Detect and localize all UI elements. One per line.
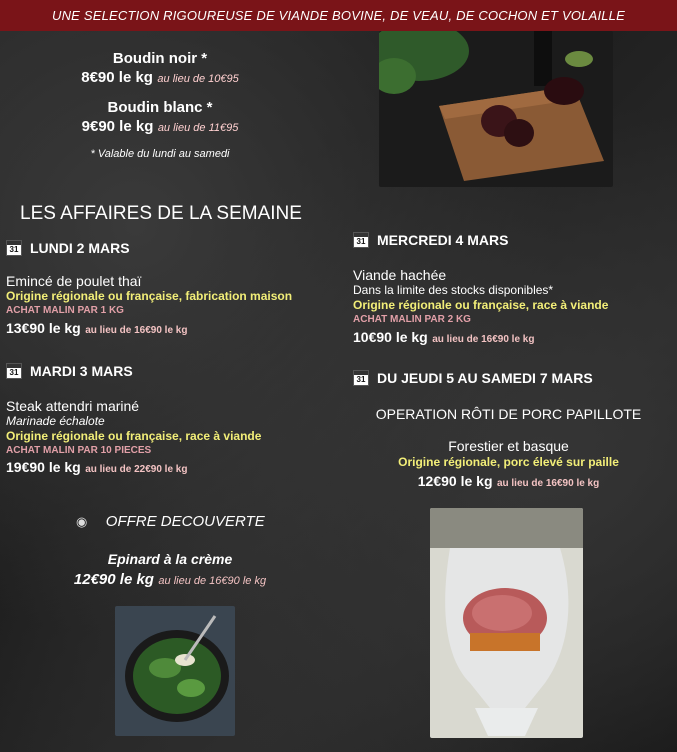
mardi-title: MARDI 3 MARS bbox=[30, 363, 133, 379]
section-title: LES AFFAIRES DE LA SEMAINE bbox=[20, 203, 302, 224]
boudin-noir-instead: au lieu de 10€95 bbox=[157, 73, 239, 85]
mardi-achat: ACHAT MALIN PAR 10 PIECES bbox=[6, 445, 152, 456]
lundi-achat: ACHAT MALIN PAR 1 KG bbox=[6, 305, 124, 316]
mercredi-origin: Origine régionale ou française, race à viande bbox=[353, 298, 609, 312]
banner-text: UNE SELECTION RIGOUREUSE DE VIANDE BOVINE, DE VEAU, DE COCHON ET VOLAILLE bbox=[51, 8, 625, 23]
mercredi-title: MERCREDI 4 MARS bbox=[377, 232, 509, 248]
offre-header bbox=[76, 513, 316, 531]
boudin-blanc-instead: au lieu de 11€95 bbox=[157, 122, 239, 134]
lundi-header bbox=[6, 240, 346, 256]
mercredi-achat: ACHAT MALIN PAR 2 KG bbox=[353, 314, 471, 325]
jeudi-product: Forestier et basque bbox=[448, 438, 569, 454]
mardi-price-line bbox=[6, 459, 346, 477]
mardi-price: 19€90 le kg bbox=[6, 459, 81, 475]
mercredi-header bbox=[353, 232, 673, 248]
lightbulb-icon: ◉ bbox=[76, 514, 88, 529]
mardi-product: Steak attendri mariné bbox=[6, 398, 140, 414]
jeudi-origin: Origine régionale, porc élevé sur paille bbox=[398, 455, 619, 469]
top-banner bbox=[0, 0, 677, 31]
mardi-header bbox=[6, 363, 346, 379]
offre-product: Epinard à la crème bbox=[107, 551, 233, 567]
jeudi-price: 12€90 le kg bbox=[417, 473, 493, 489]
lundi-title: LUNDI 2 MARS bbox=[30, 240, 130, 256]
boudin-blanc-price-line bbox=[20, 117, 300, 138]
jeudi-title: DU JEUDI 5 AU SAMEDI 7 MARS bbox=[377, 370, 593, 386]
calendar-icon: 31 bbox=[353, 370, 369, 386]
calendar-icon: 31 bbox=[6, 363, 22, 379]
mercredi-price: 10€90 le kg bbox=[353, 329, 428, 345]
mardi-sub: Marinade échalote bbox=[6, 414, 105, 428]
mercredi-price-line bbox=[353, 329, 673, 347]
offre-price: 12€90 le kg bbox=[73, 571, 154, 588]
jeudi-block bbox=[340, 406, 677, 491]
jeudi-header bbox=[353, 370, 673, 386]
promo-note: * Valable du lundi au samedi bbox=[90, 148, 230, 160]
offre-instead: au lieu de 16€90 le kg bbox=[158, 575, 267, 587]
boudin-promo bbox=[20, 49, 300, 160]
boudin-blanc-price: 9€90 le kg bbox=[81, 118, 154, 135]
mercredi-block bbox=[353, 232, 673, 347]
lundi-product: Emincé de poulet thaï bbox=[6, 273, 142, 289]
boudin-photo bbox=[379, 31, 613, 187]
lundi-price: 13€90 le kg bbox=[6, 320, 81, 336]
boudin-image bbox=[379, 31, 613, 187]
mardi-origin: Origine régionale ou française, race à viande bbox=[6, 429, 262, 443]
lundi-block bbox=[6, 240, 346, 338]
calendar-icon: 31 bbox=[6, 240, 22, 256]
lundi-instead: au lieu de 16€90 le kg bbox=[85, 325, 188, 336]
boudin-blanc-name: Boudin blanc * bbox=[107, 99, 213, 116]
offre-title: OFFRE DECOUVERTE bbox=[105, 513, 265, 530]
mercredi-note: Dans la limite des stocks disponibles* bbox=[353, 283, 554, 297]
jeudi-price-line bbox=[340, 473, 677, 491]
spinach-image bbox=[115, 606, 235, 736]
offre-block bbox=[20, 551, 320, 589]
boudin-noir-price-line bbox=[20, 68, 300, 89]
jeudi-instead: au lieu de 16€90 le kg bbox=[496, 478, 600, 489]
jeudi-operation: OPERATION RÔTI DE PORC PAPILLOTE bbox=[375, 406, 642, 422]
mercredi-instead: au lieu de 16€90 le kg bbox=[432, 334, 535, 345]
lundi-origin: Origine régionale ou française, fabrication maison bbox=[6, 289, 293, 303]
boudin-noir-price: 8€90 le kg bbox=[81, 69, 153, 86]
mardi-instead: au lieu de 22€90 le kg bbox=[85, 464, 188, 475]
spinach-photo bbox=[115, 606, 235, 736]
lundi-price-line bbox=[6, 320, 346, 338]
offre-price-line bbox=[20, 571, 320, 589]
boudin-noir-name: Boudin noir * bbox=[112, 50, 208, 67]
mardi-block bbox=[6, 363, 346, 477]
roti-photo bbox=[430, 508, 583, 738]
jeudi-header-block bbox=[353, 370, 673, 386]
mercredi-product: Viande hachée bbox=[353, 267, 447, 283]
calendar-icon: 31 bbox=[353, 232, 369, 248]
roti-image bbox=[430, 508, 583, 738]
